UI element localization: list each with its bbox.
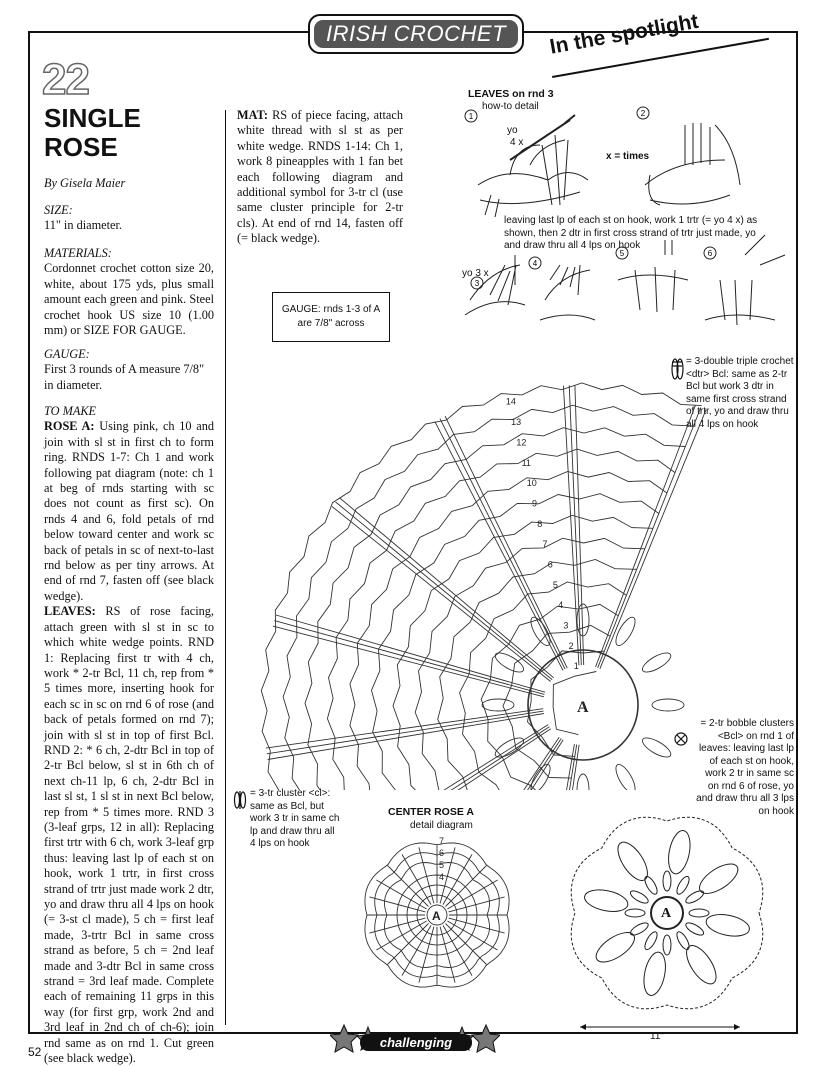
step-number: 2 xyxy=(640,109,646,118)
finished-leaf xyxy=(625,909,645,917)
leaves-detail-subtitle: how-to detail xyxy=(482,101,539,112)
materials-heading: MATERIALS: xyxy=(44,246,112,260)
mat-round xyxy=(460,579,627,790)
center-rose-subtitle: detail diagram xyxy=(410,820,473,831)
leaf-shape xyxy=(577,774,589,790)
leaves-instructions xyxy=(44,604,214,1066)
rose-label: ROSE A: xyxy=(44,419,95,434)
pineapple-rib xyxy=(266,709,543,748)
finished-leaf xyxy=(663,935,671,955)
rose-a-label: A xyxy=(577,699,589,716)
difficulty-badge xyxy=(330,1023,500,1055)
pineapple-rib xyxy=(598,408,701,668)
round-number: 7 xyxy=(542,539,548,550)
pineapple-rib xyxy=(600,410,706,669)
title-line-2: ROSE xyxy=(44,132,118,162)
yo-label: yo xyxy=(507,125,518,136)
finished-width-label: 11" xyxy=(650,1031,664,1042)
leaves-detail-caption: leaving last lp of each st on hook, work 1 trtr (= yo 4 x) as shown, then 2 dtr in first cross strand of trtr just made, yo and draw thru all 4 lps on hook xyxy=(504,215,758,251)
rose-stitch xyxy=(446,866,487,907)
mat-round xyxy=(261,383,701,790)
finished-leaf xyxy=(629,889,650,906)
step-number: 1 xyxy=(468,112,474,121)
round-number: 10 xyxy=(526,478,537,489)
title-line-1: SINGLE xyxy=(44,103,141,133)
mat-round xyxy=(528,651,605,757)
leaf-shape xyxy=(640,649,674,675)
rose-instructions xyxy=(44,419,214,604)
round-number: 5 xyxy=(552,579,558,590)
finished-pineapple xyxy=(641,950,669,997)
rose-round-number: 5 xyxy=(439,860,445,870)
gauge-heading: GAUGE: xyxy=(44,347,90,361)
round-number: 3 xyxy=(563,620,569,631)
finished-pineapple xyxy=(695,858,743,899)
finished-leaf xyxy=(643,930,660,951)
round-number: 6 xyxy=(547,559,553,570)
rose-stitch xyxy=(388,866,429,907)
rose-text: Using pink, ch 10 and join with sl st in first ch to form ring. RNDS 1-7: Ch 1 and work following pat diagram (note: ch 1 at beg of rnds starting with sc does not count as first sc). On rnds 4 and 6, fold petals of rnd below toward center and work sc back of petals in sc of next-to-last rnd below as per tiny arrows. At end of rnd 7, fasten off (see black wedge). xyxy=(44,419,215,603)
mat-round xyxy=(553,672,596,735)
gauge-box: GAUGE: rnds 1-3 of A are 7/8" across xyxy=(272,292,390,342)
rose-round-number: 7 xyxy=(439,836,445,846)
leaf-shape xyxy=(652,699,684,711)
step-1-drawing xyxy=(478,135,588,217)
rose-stitch xyxy=(388,924,429,965)
page-number: 52 xyxy=(28,1045,42,1059)
spotlight-heading: In the spotlight xyxy=(548,9,701,59)
finished-pineapple xyxy=(704,911,751,939)
round-number: 14 xyxy=(505,396,516,407)
tr-cluster-symbol-icon xyxy=(233,790,247,810)
column-divider xyxy=(225,110,226,1025)
mat-text: RS of piece facing, attach white thread with sl st as per white wedge. RNDS 1-14: Ch 1, work 8 pineapples with 1 fan bet each following diagram and additional symbol for 3-tr cl (use same cluster principle for 2-tr cls). At end of rnd 14, fasten off (= black wedge). xyxy=(237,108,403,246)
section-tab xyxy=(308,14,524,54)
finished-pineapple xyxy=(583,887,630,915)
finished-leaf xyxy=(675,875,692,896)
mat-round xyxy=(393,515,653,790)
pattern-number: 22 xyxy=(42,55,89,104)
finished-pineapple xyxy=(665,829,693,876)
four-x-label: 4 x xyxy=(510,137,524,148)
step-2-drawing xyxy=(645,123,740,205)
size-section xyxy=(44,203,214,234)
materials-section xyxy=(44,246,214,338)
dtr-bcl-legend: = 3-double triple crochet <dtr> Bcl: same as 2-tr Bcl but work 3 dtr in same first cross strand of trtr, yo and draw thru all 4 lps on hook xyxy=(686,356,794,430)
leaf-shape xyxy=(482,699,514,711)
step-number: 6 xyxy=(707,249,713,258)
pineapple-rib xyxy=(273,626,544,697)
leaf-shape xyxy=(612,762,638,790)
yo-3x-label: yo 3 x xyxy=(462,268,489,279)
pineapple-rib xyxy=(317,729,551,790)
step-4-drawing xyxy=(540,265,595,320)
mat-instructions xyxy=(237,108,403,247)
mat-round xyxy=(327,449,675,790)
pineapple-rib xyxy=(267,711,544,754)
hook-icon xyxy=(510,115,575,160)
mat-label: MAT: xyxy=(237,108,268,122)
pattern-title xyxy=(44,104,184,162)
times-legend: x = times xyxy=(606,151,650,162)
step-number: 3 xyxy=(474,279,480,288)
pineapple-rib xyxy=(311,725,548,790)
leaves-howto-illustrations xyxy=(460,105,790,335)
round-number: 4 xyxy=(558,600,564,611)
leaves-text: RS of rose facing, attach green with sl st in sc to which white wedge points. RND 1: Replacing first tr with 4 ch, work * 2-tr Bcl, 11 ch, rep from * 5 times more, inserting hook for each sc in sc on rnd 6 of rose (and back of petals formed on rnd 7); join with sl st in top of first Bcl. RND 2: * 6 ch, 2-dtr Bcl in top of 2-tr Bcl below, sl st in 6th ch of next ch-11 lp, 6 ch, 2-dtr Bcl in last sl st, 1 sl st in next Bcl below, rep from * 5 times more. RND 3 (3-leaf grps, 12 in all): Replacing first trtr with 6 ch, work 3-leaf grp thus: leaving last lp of each st on hook, work 1 trtr, in first cross strand of trtr just made work 2 dtr, yo and draw thru all 4 lps on hook (= 3-st cl made), 5 ch = first leaf made, 3-trtr Bcl in same cross strand as before, 5 ch = 2nd leaf made and 3-dtr Bcl in same cross strand = 3rd leaf made. Complete each of remaining 11 grps in this way (for first grp, work 2nd and 3rd leaf in 2nd ch of ch-6); join rnd same as on rnd 1. Cut green (see black wedge). xyxy=(44,604,215,1066)
leaves-label: LEAVES: xyxy=(44,604,96,619)
gauge-section xyxy=(44,347,214,393)
finished-leaf xyxy=(689,909,709,917)
round-number: 13 xyxy=(511,417,522,428)
center-rose-diagram xyxy=(352,830,522,1000)
round-number: 8 xyxy=(537,518,543,529)
gauge-text: First 3 rounds of A measure 7/8" in diameter. xyxy=(44,362,205,392)
finished-pineapple xyxy=(591,927,639,968)
finished-leaf xyxy=(629,921,650,938)
finished-leaf xyxy=(663,871,671,891)
size-heading: SIZE: xyxy=(44,203,73,217)
round-number: 9 xyxy=(532,498,538,509)
byline: By Gisela Maier xyxy=(44,176,126,190)
step-number: 4 xyxy=(532,259,538,268)
materials-text: Cordonnet crochet cotton size 20, white, about 175 yds, plus small amount each green and pink. Steel crochet hook US size 10 (1.00 mm) or SIZE FOR GAUGE. xyxy=(44,261,214,338)
leaf-shape xyxy=(640,734,674,760)
pineapple-rib xyxy=(339,498,553,678)
pineapple-rib xyxy=(332,507,551,682)
step-6-drawing xyxy=(705,235,785,325)
size-text: 11" in diameter. xyxy=(44,218,122,233)
section-title: IRISH CROCHET xyxy=(325,21,507,46)
pineapple-rib xyxy=(596,405,696,667)
finished-mat-schematic xyxy=(552,805,792,1045)
mat-pineapple-diagram xyxy=(228,345,718,790)
finished-center-label: A xyxy=(661,906,672,921)
finished-leaf xyxy=(675,930,692,951)
finished-leaf xyxy=(643,875,660,896)
tr-bcl-legend: = 2-tr bobble clusters <Bcl> on rnd 1 of leaves: leaving last lp of each st on hook, work 2 tr in same sc on rnd 6 of rose, yo and draw thru all 3 lps on hook xyxy=(696,718,794,817)
finished-pineapple xyxy=(612,837,653,885)
rose-round-number: 6 xyxy=(439,848,445,858)
to-make-heading: TO MAKE xyxy=(44,404,97,418)
tr-cluster-legend: = 3-tr cluster <cl>: same as Bcl, but work 3 tr in same ch lp and draw thru all 4 lps on hook xyxy=(250,788,340,849)
leaves-detail-title: LEAVES on rnd 3 xyxy=(468,88,554,100)
pineapple-rib xyxy=(336,502,552,680)
leaf-shape xyxy=(493,649,527,675)
finished-leaf xyxy=(684,921,705,938)
rose-center-label: A xyxy=(432,909,441,923)
pineapple-rib xyxy=(445,416,567,668)
round-number: 12 xyxy=(516,437,527,448)
step-number: 5 xyxy=(619,249,625,258)
step-5-drawing xyxy=(618,240,688,312)
center-rose-title: CENTER ROSE A xyxy=(388,806,474,818)
difficulty-label: challenging xyxy=(379,1035,453,1050)
rose-stitch xyxy=(446,924,487,965)
rose-round-number: 4 xyxy=(439,872,445,882)
round-number: 11 xyxy=(521,457,531,468)
leaf-shape xyxy=(612,615,638,649)
finished-leaf xyxy=(684,889,705,906)
round-number: 1 xyxy=(573,661,579,672)
round-number: 2 xyxy=(568,640,574,651)
finished-pineapple xyxy=(681,941,722,989)
to-make-section xyxy=(44,404,214,1066)
leaf-shape xyxy=(493,734,527,760)
